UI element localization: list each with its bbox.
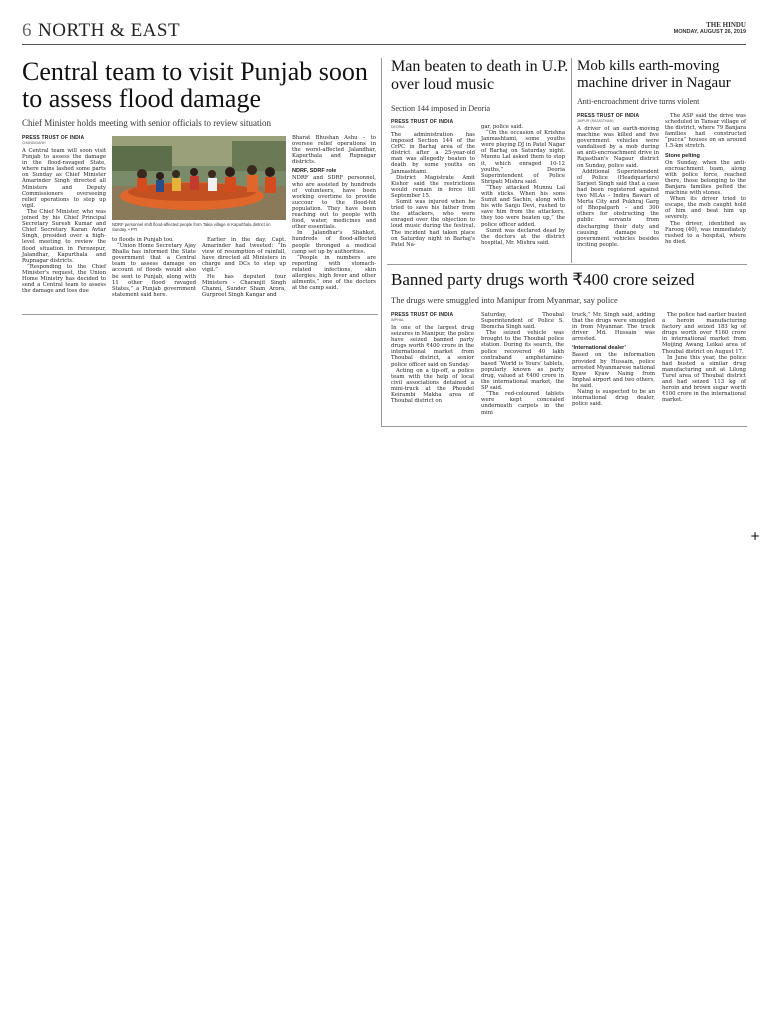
story3-col-1 xyxy=(577,113,659,248)
story4-headline: Banned party drugs worth ₹400 crore seized xyxy=(391,270,695,289)
paragraph: Acting on a tip-off, a police team with the help of local civil associations detained a mini-truck at the Phoudel Keirambi Makha area of Thoubal district on xyxy=(391,367,474,405)
paragraph: “Union Home Secretary Ajay Bhalla has informed the State government that a Central team to assess damage on account of floods would also be sent to Punjab, along with 11 other flood ravaged States,” a Punjab government statement said here. xyxy=(112,243,196,298)
paragraph: Saturday, Thoubal Superintendent of Police S. Ibomcha Singh said. xyxy=(481,312,564,331)
photo-caption: NDRF personnel shift flood-affected people from Takia village in Kapurthala district on Sunday. • PTI xyxy=(112,222,271,233)
paper-name: THE HINDU xyxy=(706,21,746,29)
story3-dateline: JAIPUR (RAJASTHAN) xyxy=(577,119,614,123)
story3-subhead: Stone pelting xyxy=(665,152,700,159)
paragraph: A Central team will soon visit Punjab to assess the damage in the flood-ravaged State, where rains lashed some parts on Sunday as Chief Minister Amarinder Singh directed all Ministers and Deputy Commissioners overseeing relief operations to step up vigil. xyxy=(22,148,106,209)
paragraph: “People in numbers are reporting with stomach-related infections, skin allergies, high fever and other ailments,” one of the doctors at the camp said. xyxy=(292,254,376,292)
story4-col-2 xyxy=(481,312,564,416)
paragraph: A driver of an earth-moving machine was killed and five government vehicles were vandalised by a mob during an anti-encroachment drive in Rajasthan's Nagaur district on Sunday, police said. xyxy=(577,126,659,169)
paragraph: In Jalandhar's Shahkot, hundreds of flood-affected people thronged a medical camp set up by authorities. xyxy=(292,230,376,255)
story1-byline: PRESS TRUST OF INDIA xyxy=(22,135,85,141)
story1-col-3 xyxy=(202,237,286,298)
paragraph: The administration has imposed Section 144 of the CrPC in Barhaj area of the district after a 25-year-old man was allegedly beaten to death by some youths on Janmashtami. xyxy=(391,132,475,175)
page-folio xyxy=(22,20,180,42)
story2-headline: Man beaten to death in U.P. over loud music xyxy=(391,58,569,93)
story4-subhead: ‘International dealer’ xyxy=(572,345,626,352)
paragraph: Based on the information provided by Hussain, police arrested Myanmarese national Kyaw Kyaw Naing from Imphal airport and two others, he said. xyxy=(572,352,655,389)
story3-byline: PRESS TRUST OF INDIA xyxy=(577,113,640,119)
paragraph: On Sunday, when the anti-encroachment team, along with police force, reached there, those belonging to the Banjara families pelted the machine with stones. xyxy=(665,159,746,197)
paragraph: “They attacked Munnu Lal with sticks. When his sons Sumit and Sachin, along with his wife Sanju Devi, rushed to save him from the attackers, they too were beaten up,” the police officer added. xyxy=(481,184,565,228)
paragraph: truck,” Mr. Singh said, adding that the drugs were smuggled in from Myanmar. The truck driver Md. Hussain was arrested. xyxy=(572,312,655,343)
story1-headline: Central team to visit Punjab soon to assess flood damage xyxy=(22,57,368,113)
crosshair-cursor-icon: + xyxy=(750,529,761,543)
paragraph: Additional Superintendent of Police (Headquarters) Sarjeet Singh said that a case had been registered against two MLAs – Indira Bawari of Merta City and Pukhraj Garg of Bhopalgarh – and 300 others for obstructing the public servants from discharging their duty and causing damage to government vehicles besides inciting people. xyxy=(577,168,659,248)
story4-dateline: IMPHAL xyxy=(391,318,405,322)
issue-date: MONDAY, AUGUST 26, 2019 xyxy=(673,29,746,35)
paragraph: District Magistrate Amit Kishor said the restrictions would remain in force till September 15. xyxy=(391,174,475,199)
paragraph: The Chief Minister, who was joined by his Chief Principal Secretary Suresh Kumar and Chief Secretary Karan Avtar Singh, presided over a high-level meeting to review the flood situation in Ferozepur, Jalandhar, Kapurthala and Rupnagar districts. xyxy=(22,208,106,264)
paragraph: Naing is suspected to be an international drug dealer, police said. xyxy=(572,389,655,408)
paragraph: “Responding to the Chief Minister's request, the Union Home Ministry has decided to send a Central team to assess the damage and loss due xyxy=(22,263,106,295)
paragraph: The seized vehicle was brought to the Thoubal police station. During its search, the police recovered 40 lakh contraband amphetamine-based ‘World is Yours’ tablets, popularly known as party drug, valued at ₹400 crore in the international market, the SP said. xyxy=(481,330,564,392)
story2-dateline: DEORIA xyxy=(391,125,405,129)
story1-subhead: NDRF, SDRF role xyxy=(292,168,337,175)
paragraph: Bharat Bhushan Ashu – to oversee relief operations in the worst-affected Jalandhar, Kapurthala and Rupnagar districts. xyxy=(292,135,376,166)
paragraph: He has deputed four Ministers – Charanjit Singh Channi, Sunder Sham Arora, Gurpreet Singh Kangar and xyxy=(202,273,286,298)
header-rule xyxy=(22,44,746,45)
flood-rescue-image xyxy=(112,136,286,220)
story4-col-4 xyxy=(662,312,746,403)
paragraph: In June this year, the police had busted a similar drug manufacturing unit at Lilong Turel area of Thoubal district and had seized 113 kg of heroin and brown sugar worth ₹100 crore in the international market. xyxy=(662,354,746,404)
paragraph: The driver, identified as Farooq (40), was immediately rushed to a hospital, where he died. xyxy=(665,220,746,245)
story4-bottom-rule xyxy=(381,426,747,427)
paragraph: to floods in Punjab too. xyxy=(112,237,174,243)
paragraph: “On the occasion of Krishna Janmashtami, some youths were playing DJ in Patel Nagar of Barhaj on Saturday night. Munnu Lal asked them to stop it, which enraged 10-12 youths,” Deoria Superintendent of Police Shripati Mishra said. xyxy=(481,130,565,185)
masthead xyxy=(674,22,746,36)
paragraph: Sumit was declared dead by the doctors at the district hospital, Mr. Mishra said. xyxy=(481,227,565,246)
story3-deck: Anti-encroachment drive turns violent xyxy=(577,97,700,106)
story1-col-2 xyxy=(112,237,196,298)
story4-byline: PRESS TRUST OF INDIA xyxy=(391,312,454,318)
story4-col-1 xyxy=(391,312,474,404)
story1-deck: Chief Minister holds meeting with senior officials to review situation xyxy=(22,118,272,128)
story1-col-4 xyxy=(292,135,376,291)
story3-col-2 xyxy=(665,113,746,245)
paragraph: NDRF and SDRF personnel, who are assisted by hundreds of volunteers, have been working overtime to provide succour to the flood-hit population. They have been reaching out to people with food, water, medicines and other essentials. xyxy=(292,175,376,231)
story1-bottom-rule xyxy=(22,314,378,315)
story2-byline: PRESS TRUST OF INDIA xyxy=(391,119,454,125)
story1-dateline: CHANDIGARH xyxy=(22,141,46,145)
column-divider xyxy=(571,58,572,263)
story3-headline: Mob kills earth-moving machine driver in Nagaur xyxy=(577,58,731,91)
section-title: NORTH & EAST xyxy=(38,20,181,41)
paragraph: Earlier in the day, Capt. Amarinder had tweeted: “In view of resumption of rainfall, have directed all Ministers in charge and DCs to step up vigil.” xyxy=(202,237,286,274)
page-number: 6 xyxy=(22,20,32,41)
story1-col-1 xyxy=(22,135,106,294)
paragraph: gar, police said. xyxy=(481,124,524,130)
story2-deck: Section 144 imposed in Deoria xyxy=(391,104,491,113)
story4-deck: The drugs were smuggled into Manipur from Myanmar, say police xyxy=(391,295,618,305)
flood-photo xyxy=(112,136,286,220)
story2-col-2 xyxy=(481,124,565,246)
story4-top-rule xyxy=(387,264,747,265)
paragraph: When its driver tried to escape, the mob caught hold of him and beat him up severely. xyxy=(665,196,746,221)
story2-col-1 xyxy=(391,119,475,248)
paragraph: “The red-coloured tablets were kept concealed underneath carpets in the mini xyxy=(481,391,564,416)
paragraph: The police had earlier busted a heroin manufacturing factory and seized 183 kg of drugs worth over ₹160 crore in international market from Moijing Awang Leikai area of Thoubal district on August 17. xyxy=(662,312,746,355)
paragraph: Sumit was injured when he tried to save his father from the attackers, who were enraged over the objection to loud music during the festival. The incident had taken place on Saturday night in Barhaj's Patel Na- xyxy=(391,199,475,248)
story4-col-3 xyxy=(572,312,655,407)
paragraph: The ASP said the drive was scheduled in Tansar village of the district, where 79 Banjara families had constructed “pucca” houses on an around 1.5-km stretch. xyxy=(665,113,746,150)
paragraph: In one of the largest drug seizures in Manipur, the police have seized banned party drugs worth ₹400 crore in the international market from Thoubal district, a senior police officer said on Sunday. xyxy=(391,325,474,368)
column-divider xyxy=(381,58,382,426)
